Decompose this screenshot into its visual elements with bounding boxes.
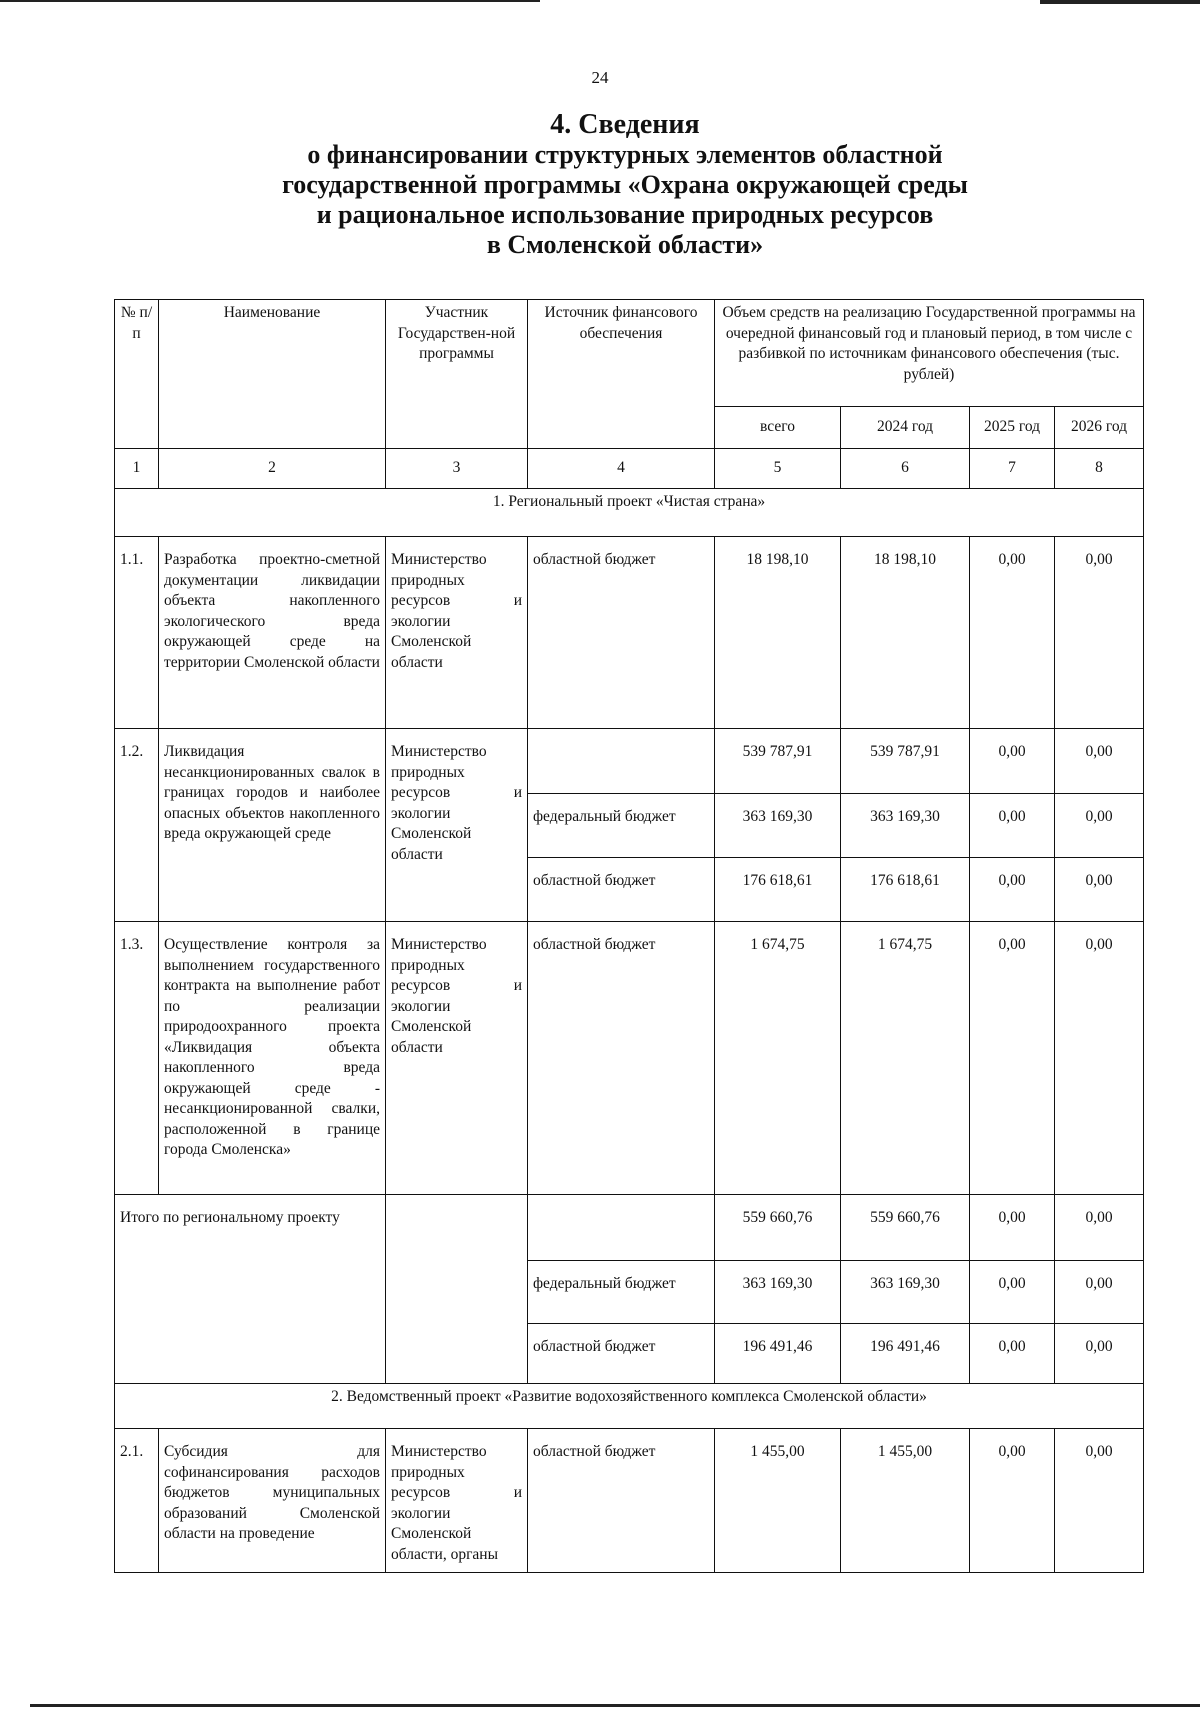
table-row	[115, 537, 1144, 729]
scan-edge-top-right	[1040, 0, 1200, 4]
row-total: 1 674,75	[715, 922, 841, 1195]
row-source: областной бюджет	[528, 1324, 715, 1384]
row-2025: 0,00	[970, 794, 1055, 858]
row-2024: 18 198,10	[841, 537, 970, 729]
row-2024: 1 674,75	[841, 922, 970, 1195]
section-1-title: 1. Региональный проект «Чистая страна»	[115, 488, 1144, 536]
title-line-3: государственной программы «Охрана окружающей среды	[282, 170, 968, 199]
row-2025: 0,00	[970, 1324, 1055, 1384]
row-total: 18 198,10	[715, 537, 841, 729]
col-number: 8	[1055, 448, 1144, 488]
header-num: № п/п	[115, 300, 159, 449]
header-total: всего	[715, 407, 841, 448]
row-total: 363 169,30	[715, 794, 841, 858]
document-title	[0, 110, 1200, 260]
row-2026: 0,00	[1055, 1324, 1144, 1384]
row-participant: Министерство природных ресурсов и экологии Смоленской области	[386, 537, 528, 729]
row-2026: 0,00	[1055, 1260, 1144, 1324]
row-2026: 0,00	[1055, 922, 1144, 1195]
header-2026: 2026 год	[1055, 407, 1144, 448]
row-name: Субсидия для софинансирования расходов бюджетов муниципальных образований Смоленской области на проведение	[159, 1429, 386, 1573]
row-2024: 539 787,91	[841, 729, 970, 794]
title-line-4: и рациональное использование природных ресурсов	[316, 200, 934, 229]
col-number: 6	[841, 448, 970, 488]
header-2024: 2024 год	[841, 407, 970, 448]
row-total: 1 455,00	[715, 1429, 841, 1573]
col-number: 3	[386, 448, 528, 488]
row-2024: 363 169,30	[841, 1260, 970, 1324]
row-name: Разработка проектно-сметной документации ликвидации объекта накопленного экологического вреда окружающей среде на территории Смоленской области	[159, 537, 386, 729]
row-total: 176 618,61	[715, 857, 841, 922]
row-2025: 0,00	[970, 729, 1055, 794]
row-2025: 0,00	[970, 537, 1055, 729]
col-number: 2	[159, 448, 386, 488]
row-source	[528, 729, 715, 794]
header-source: Источник финансового обеспечения	[528, 300, 715, 449]
row-2026: 0,00	[1055, 857, 1144, 922]
section-row	[115, 1383, 1144, 1428]
scan-edge-bottom	[30, 1704, 1200, 1707]
total-label: Итого по региональному проекту	[115, 1195, 386, 1384]
row-name: Осуществление контроля за выполнением государственного контракта на выполнение работ по реализации природоохранного проекта «Ликвидация объекта накопленного вреда окружающей среде - несанкционированной свалки, расположенной в границе города Смоленска»	[159, 922, 386, 1195]
row-2026: 0,00	[1055, 729, 1144, 794]
title-line-1: 4. Сведения	[550, 109, 700, 140]
row-num: 1.2.	[115, 729, 159, 922]
row-2025: 0,00	[970, 922, 1055, 1195]
header-name: Наименование	[159, 300, 386, 449]
row-2026: 0,00	[1055, 794, 1144, 858]
row-total: 539 787,91	[715, 729, 841, 794]
col-number: 1	[115, 448, 159, 488]
section-2-title: 2. Ведомственный проект «Развитие водохозяйственного комплекса Смоленской области»	[115, 1383, 1144, 1428]
row-source: областной бюджет	[528, 1429, 715, 1573]
col-number: 7	[970, 448, 1055, 488]
row-source: областной бюджет	[528, 922, 715, 1195]
row-total: 196 491,46	[715, 1324, 841, 1384]
title-line-5: в Смоленской области»	[486, 230, 764, 259]
col-number: 5	[715, 448, 841, 488]
row-2026: 0,00	[1055, 1195, 1144, 1261]
row-2025: 0,00	[970, 857, 1055, 922]
row-2026: 0,00	[1055, 537, 1144, 729]
column-number-row	[115, 448, 1144, 488]
col-number: 4	[528, 448, 715, 488]
row-num: 1.1.	[115, 537, 159, 729]
header-participant: Участник Государствен-ной программы	[386, 300, 528, 449]
row-2025: 0,00	[970, 1260, 1055, 1324]
row-2024: 1 455,00	[841, 1429, 970, 1573]
row-source: федеральный бюджет	[528, 794, 715, 858]
row-2024: 559 660,76	[841, 1195, 970, 1261]
table-row	[115, 1429, 1144, 1573]
row-total: 363 169,30	[715, 1260, 841, 1324]
row-2024: 363 169,30	[841, 794, 970, 858]
row-2026: 0,00	[1055, 1429, 1144, 1573]
row-participant: Министерство природных ресурсов и экологии Смоленской области	[386, 729, 528, 922]
section-row	[115, 488, 1144, 536]
financing-table	[114, 299, 1144, 1573]
row-participant: Министерство природных ресурсов и экологии Смоленской области	[386, 922, 528, 1195]
row-source	[528, 1195, 715, 1261]
row-2025: 0,00	[970, 1195, 1055, 1261]
header-2025: 2025 год	[970, 407, 1055, 448]
table-row-total	[115, 1195, 1144, 1261]
row-2024: 196 491,46	[841, 1324, 970, 1384]
header-volume: Объем средств на реализацию Государственной программы на очередной финансовый год и плановый период, в том числе с разбивкой по источникам финансового обеспечения (тыс. рублей)	[715, 300, 1144, 407]
total-participant	[386, 1195, 528, 1384]
row-num: 2.1.	[115, 1429, 159, 1573]
scan-edge-top	[0, 0, 540, 2]
row-source: областной бюджет	[528, 537, 715, 729]
table-row	[115, 729, 1144, 794]
row-num: 1.3.	[115, 922, 159, 1195]
row-source: федеральный бюджет	[528, 1260, 715, 1324]
row-total: 559 660,76	[715, 1195, 841, 1261]
header-row	[115, 300, 1144, 407]
row-source: областной бюджет	[528, 857, 715, 922]
row-2025: 0,00	[970, 1429, 1055, 1573]
row-2024: 176 618,61	[841, 857, 970, 922]
table-row	[115, 922, 1144, 1195]
title-line-2: о финансировании структурных элементов областной	[307, 140, 943, 169]
row-participant: Министерство природных ресурсов и экологии Смоленской области, органы	[386, 1429, 528, 1573]
row-name: Ликвидация несанкционированных свалок в границах городов и наиболее опасных объектов накопленного вреда окружающей среде	[159, 729, 386, 922]
page-number: 24	[591, 68, 609, 87]
